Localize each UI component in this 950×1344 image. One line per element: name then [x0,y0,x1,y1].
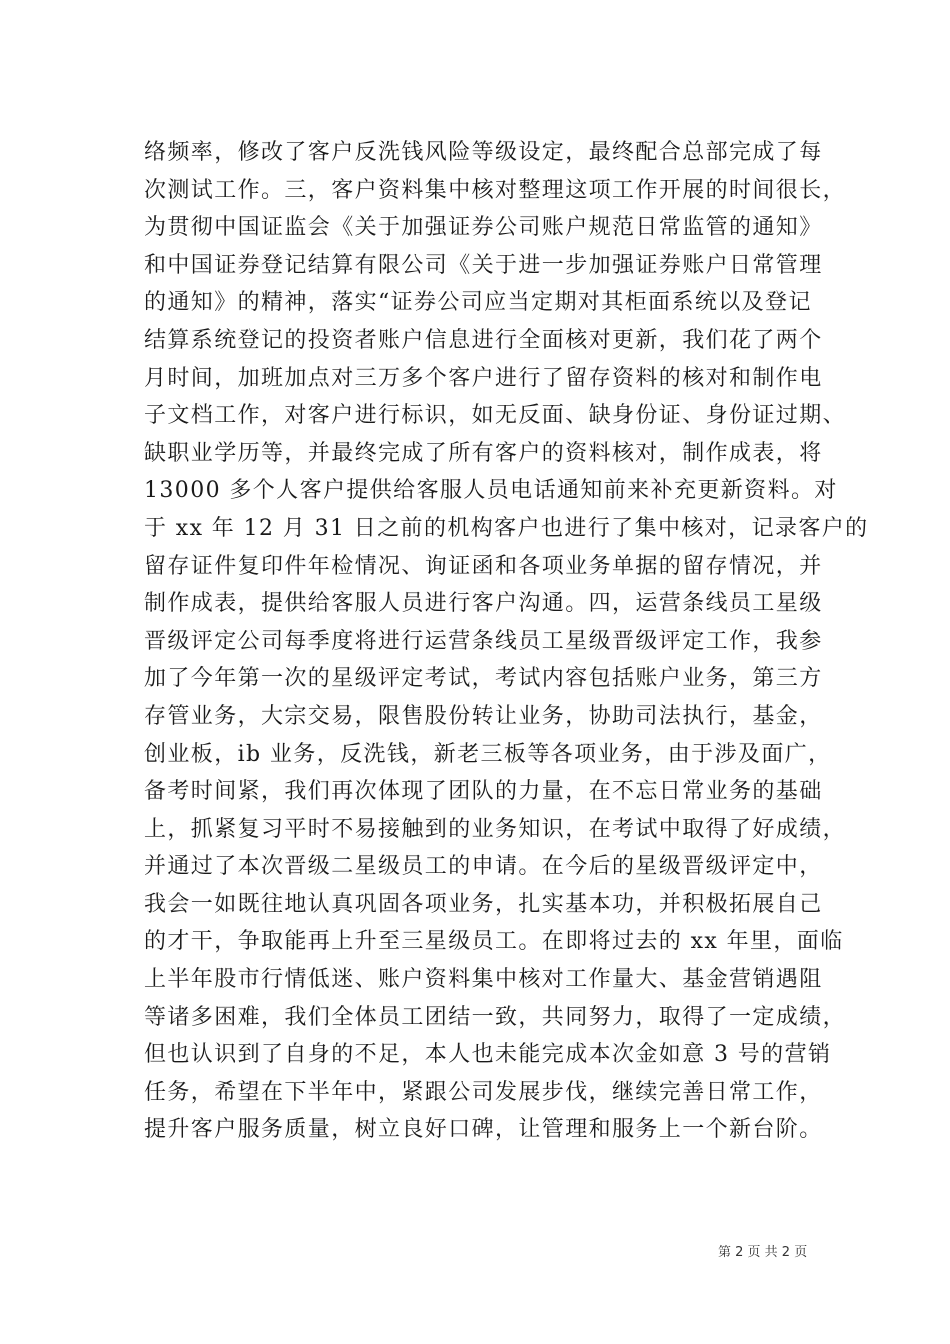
text-line: 并通过了本次晋级二星级员工的申请。在今后的星级晋级评定中， [144,854,823,880]
page-number-footer: 第 2 页 共 2 页 [718,1245,808,1260]
text-line: 加了今年第一次的星级评定考试，考试内容包括账户业务，第三方 [144,666,823,692]
text-line: 但也认识到了自身的不足，本人也未能完成本次金如意 3 号的营销 [144,1042,832,1068]
text-line: 结算系统登记的投资者账户信息进行全面核对更新，我们花了两个 [144,327,823,353]
text-line: 为贯彻中国证监会《关于加强证券公司账户规范日常监管的通知》 [144,215,823,241]
text-line: 存管业务，大宗交易，限售股份转让业务，协助司法执行，基金， [144,703,823,729]
text-line: 和中国证券登记结算有限公司《关于进一步加强证券账户日常管理 [144,252,823,278]
text-line: 子文档工作，对客户进行标识，如无反面、缺身份证、身份证过期、 [144,403,847,429]
text-line: 缺职业学历等，并最终完成了所有客户的资料核对，制作成表，将 [144,440,823,466]
text-line: 我会一如既往地认真巩固各项业务，扎实基本功，并积极拓展自己 [144,891,823,917]
text-line: 月时间，加班加点对三万多个客户进行了留存资料的核对和制作电 [144,365,823,391]
text-line: 晋级评定公司每季度将进行运营条线员工星级晋级评定工作，我参 [144,628,823,654]
text-line: 备考时间紧，我们再次体现了团队的力量，在不忘日常业务的基础 [144,779,823,805]
text-line: 13000 多个人客户提供给客服人员电话通知前来补充更新资料。对 [144,478,838,504]
text-line: 任务，希望在下半年中，紧跟公司发展步伐，继续完善日常工作， [144,1079,823,1105]
text-line: 上，抓紧复习平时不易接触到的业务知识，在考试中取得了好成绩， [144,816,847,842]
text-line: 络频率，修改了客户反洗钱风险等级设定，最终配合总部完成了每 [144,140,823,165]
text-line: 提升客户服务质量，树立良好口碑，让管理和服务上一个新台阶。 [144,1117,823,1143]
text-line: 于 xx 年 12 月 31 日之前的机构客户也进行了集中核对，记录客户的 [144,515,869,541]
text-line: 上半年股市行情低迷、账户资料集中核对工作量大、基金营销遇阻 [144,967,823,993]
text-line: 创业板，ib 业务，反洗钱，新老三板等各项业务，由于涉及面广， [144,741,832,767]
text-line: 制作成表，提供给客服人员进行客户沟通。四，运营条线员工星级 [144,591,823,617]
text-line: 的才干，争取能再上升至三星级员工。在即将过去的 xx 年里，面临 [144,929,844,955]
text-line: 等诸多困难，我们全体员工团结一致，共同努力，取得了一定成绩， [144,1004,847,1030]
text-line: 的通知》的精神，落实“证券公司应当定期对其柜面系统以及登记 [144,290,812,316]
body-text [144,134,869,1149]
text-line: 留存证件复印件年检情况、询证函和各项业务单据的留存情况，并 [144,553,823,579]
text-line: 次测试工作。三，客户资料集中核对整理这项工作开展的时间很长， [144,177,847,203]
